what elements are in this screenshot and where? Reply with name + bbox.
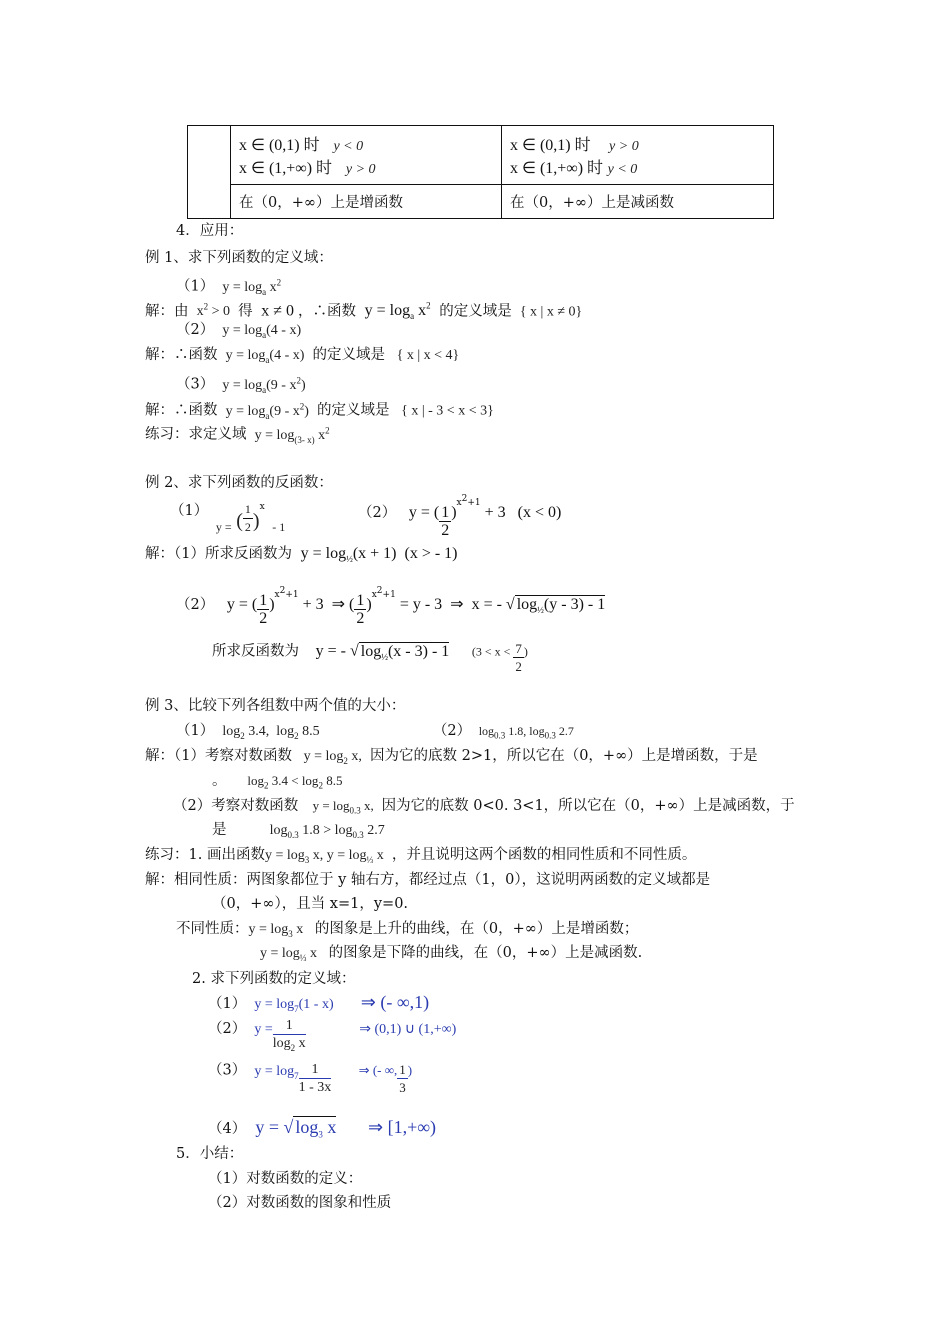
- question-2-part-3: （3） $y = \log_7$ $\frac{1}{1 - 3x}$ ⇒ (- ∞, $\frac{1}{3}$ ): [208, 1062, 413, 1095]
- table-cell-decreasing: 在（0，+∞）上是减函数: [502, 185, 774, 219]
- properties-table: [187, 125, 774, 219]
- solution-1: 解：由 $x^2 > 0$ 得 x ≠ 0 ，∴函数 $y = \log_a x^2$ 的定义域是 { x | x ≠ 0}: [145, 301, 583, 322]
- example-1-title: 例 1、求下列函数的定义域：: [145, 250, 333, 266]
- section-5-heading: 5．小结：: [176, 1146, 244, 1162]
- question-2-part-2: （2） y = $\frac{1}{\log_2 x}$ ⇒ (0,1) ∪ (1,+∞): [208, 1018, 457, 1053]
- example-1-part-3: （3） $y = \log_a(9 - x^2)$: [176, 375, 306, 395]
- practice-domain: 练习：求定义域 $y = \log_{(3- x)} x^2$: [145, 425, 330, 445]
- example-1-part-2: （2） $y = \log_a(4 - x)$: [176, 322, 302, 340]
- table-cell-increasing-values: x ∈ (0,1) 时 y < 0 x ∈ (1,+∞) 时 y > 0: [231, 126, 502, 185]
- solution-ex3-2: （2）考察对数函数 $y = \log_{0.3} x$, 因为它的底数 0<0. 3<1，所以它在（0，+∞）上是减函数，于: [173, 798, 795, 816]
- section-4-heading: 4．应用：: [176, 223, 244, 239]
- table-cell-increasing: 在（0，+∞）上是增函数: [231, 185, 502, 219]
- example-3-title: 例 3、比较下列各组数中两个值的大小：: [145, 698, 406, 714]
- example-2-title: 例 2、求下列函数的反函数：: [145, 475, 333, 491]
- question-2-title: 2. 求下列函数的定义域：: [192, 971, 356, 987]
- question-2-part-1: （1） $y = \log_7(1 - x)$ ⇒ (- ∞,1): [208, 992, 430, 1014]
- summary-item-2: （2）对数函数的图象和性质: [208, 1195, 392, 1211]
- example-3-parts: （1） $\log_2 3.4$, $\log_2 8.5$ （2） $\log_{0.3} 1.8$, $\log_{0.3} 2.7$: [176, 723, 574, 741]
- solution-2: 解：∴函数 $y = \log_a(4 - x)$ 的定义域是 { x | x < 4}: [145, 347, 460, 365]
- summary-item-1: （1）对数函数的定义：: [208, 1171, 363, 1187]
- solution-ex3-2-result: 是 $\log_{0.3} 1.8 > \log_{0.3} 2.7$: [212, 822, 385, 840]
- example-2-part-1: （1） $_{y =}$ ( $\frac{1}{2}$ )$^x$ $_{- 1}$: [170, 502, 286, 534]
- example-1-part-1: （1） $y = \log_a x^2$: [176, 277, 282, 297]
- inverse-function: 所求反函数为 y = - √ $\log_{\frac{1}{2}}(x - 3) - 1$ $^{(3 < x <}$ $\frac{7}{2}$ ): [212, 641, 528, 674]
- practice-2: 练习：1. 画出函数$y = \log_3 x$, $y = \log_{\frac{1}{3}} x$ ，并且说明这两个函数的相同性质和不同性质。: [145, 847, 697, 865]
- diff-properties-1: 不同性质：$y = \log_3 x$ 的图象是上升的曲线，在（0，+∞）上是增函数；: [176, 921, 639, 939]
- example-2-part-2: （2） y = ( $\frac{1}{2}$ )$^{x^2+1}$ + 3 (x < 0): [358, 494, 562, 539]
- table-blank-cell: [188, 126, 231, 219]
- table-cell-decreasing-values: x ∈ (0,1) 时 y > 0 x ∈ (1,+∞) 时 y < 0: [502, 126, 774, 185]
- solution-ex2-1: 解：（1）所求反函数为 $y = \log_{\frac{1}{2}}(x + 1) (x$ > - 1): [145, 545, 458, 565]
- solution-ex3-1-result: 。 $\log_2 3.4 < \log_2 8.5$: [212, 773, 343, 791]
- same-properties: 解：相同性质：两图象都位于 y 轴右方，都经过点（1，0），这说明两函数的定义域都是: [145, 872, 711, 888]
- same-properties-cont: （0，+∞），且当 x=1，y=0.: [212, 896, 409, 912]
- solution-ex2-2: （2） y = ( $\frac{1}{2}$ )$^{x^2+1}$ + 3 ⇒ ( $\frac{1}{2}$ )$^{x^2+1}$ = y - 3 ⇒ x = - √ $\log_{\frac{1}{2}}(y - 3) - 1$: [176, 586, 606, 627]
- solution-3: 解：∴函数 $y = \log_a(9 - x^2)$ 的定义域是 { x | - 3 < x < 3}: [145, 401, 494, 421]
- question-2-part-4: （4） y = √ $\log_3 x$ ⇒ [1,+∞): [208, 1117, 437, 1140]
- solution-ex3-1: 解：（1）考察对数函数 $y = \log_2 x$, 因为它的底数 2>1，所以它在（0，+∞）上是增函数，于是: [145, 748, 758, 766]
- diff-properties-2: $y = \log_{\frac{1}{3}} x$ 的图象是下降的曲线，在（0，+∞）上是减函数.: [260, 945, 643, 963]
